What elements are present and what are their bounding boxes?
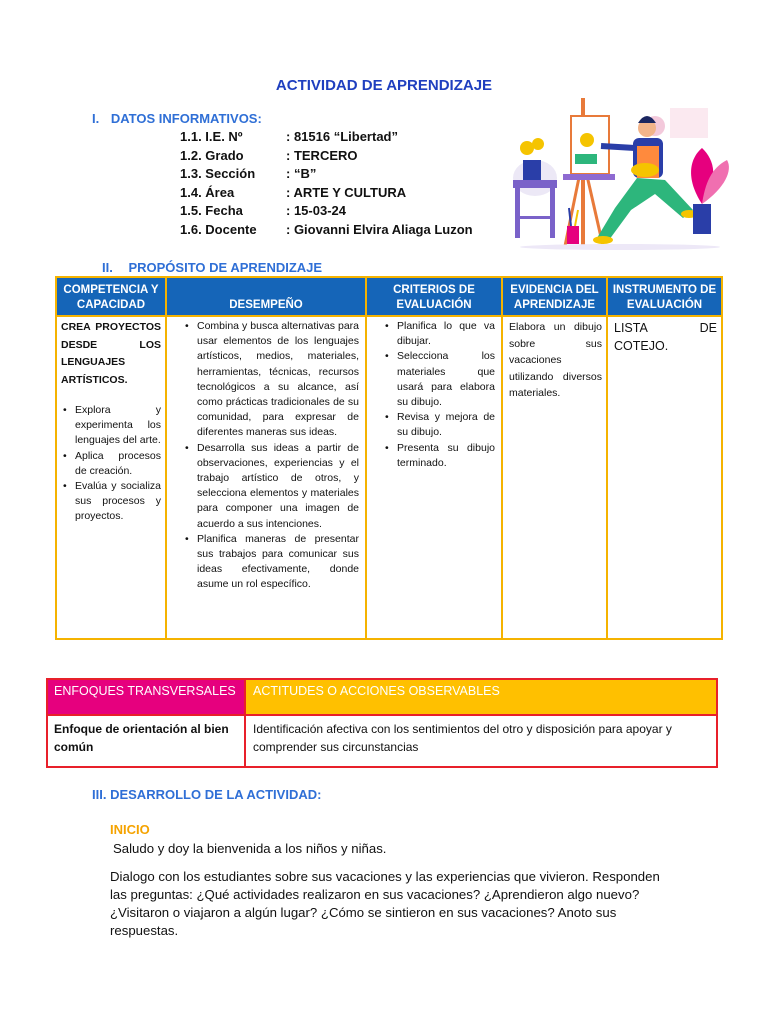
list-item: • Evalúa y socializa sus procesos y proyectos. [75,479,161,525]
list-item: • Presenta su dibujo terminado. [397,441,495,471]
datos-row [180,184,473,203]
section-number: I. [92,111,100,126]
table-header: DESEMPEÑO [167,278,367,315]
list-item: • Planifica maneras de presentar sus trabajos para comunicar sus ideas efectivamente, donde asume un rol específico. [197,532,359,593]
person-trousers [597,178,693,240]
competencia-cell [57,315,167,638]
datos-row [180,221,473,240]
easel-ledge [563,174,615,180]
datos-value: : 15-03-24 [286,203,346,218]
vase [523,160,541,180]
list-item: • Revisa y mejora de su dibujo. [397,410,495,440]
list-item: • Selecciona los materiales que usará para elabora su dibujo. [397,349,495,410]
section-datos-heading [92,111,262,126]
datos-value: : 81516 “Libertad” [286,129,398,144]
datos-value: : “B” [286,166,317,181]
section-number: II. [102,260,113,275]
table-header: INSTRUMENTO DE EVALUACIÓN [608,278,721,315]
datos-row [180,128,473,147]
proposito-table [55,276,723,640]
datos-label: 1.2. Grado [180,147,244,163]
inicio-paragraph: Saludo y doy la bienvenida a los niños y niñas. [113,841,387,856]
datos-value: : TERCERO [286,147,358,163]
plant-pot [693,204,711,234]
datos-value: : Giovanni Elvira Aliaga Luzon [286,221,473,237]
desempeno-cell [167,315,367,638]
instrumento-text: LISTA DE COTEJO. [614,321,717,353]
stool-bar [517,216,553,219]
datos-label: 1.1. I.E. Nº [180,129,243,144]
enfoque-cell: Enfoque de orientación al bien común [48,714,246,766]
artist-painting-illustration [505,98,735,250]
list-item: • Aplica procesos de creación. [75,449,161,479]
datos-label: 1.5. Fecha [180,203,243,218]
actitud-cell: Identificación afectiva con los sentimientos del otro y disposición para apoyar y comprender sus circunstancias [246,714,716,766]
person-arm [601,146,635,148]
datos-row [180,147,473,166]
table-header: ACTITUDES O ACCIONES OBSERVABLES [246,680,716,714]
stool-leg [550,188,555,238]
brush-jar [567,226,579,244]
datos-value: : ARTE Y CULTURA [286,184,407,200]
criterios-list [385,319,495,471]
inicio-paragraph: Dialogo con los estudiantes sobre sus vacaciones y las experiencias que vivieron. Responden las preguntas: ¿Qué actividades realizaron en sus vacaciones? ¿Aprendieron algo nuevo? ¿Visitaron o viajaron a algún lugar? ¿Cómo se sintieron en sus vacaciones? Anoto sus respuestas. [110,869,660,938]
canvas-leaves [575,154,597,164]
section-number: III. [92,787,107,802]
list-item: • Explora y experimenta los lenguajes del arte. [75,403,161,449]
inicio-heading: INICIO [110,822,150,837]
stool-leg [515,188,520,238]
flower [532,138,544,150]
capacidades-list [61,403,161,525]
datos-label: 1.6. Docente [180,221,257,237]
background-square [670,108,708,138]
datos-label: 1.3. Sección [180,166,256,181]
palette [631,163,659,177]
list-item: • Planifica lo que va dibujar. [397,319,495,349]
section-label: DATOS INFORMATIVOS: [110,111,262,126]
person-shoe [593,236,613,244]
competencia-text: CREA PROYECTOS DESDE LOS LENGUAJES ARTÍSTICOS. [61,321,161,386]
section-label: DESARROLLO DE LA ACTIVIDAD: [110,787,322,802]
brush [575,210,578,226]
criterios-cell [367,315,503,638]
canvas-flower [580,133,594,147]
document-title: ACTIVIDAD DE APRENDIZAJE [275,77,493,94]
floor-shadow [520,244,720,250]
flower [520,141,534,155]
datos-row [180,202,473,221]
evidencia-cell [503,315,608,638]
list-item: • Combina y busca alternativas para usar elementos de los lenguajes artísticos, medios, materiales, herramientas, técnicas, recursos tecnológicos a su alcance, así como prácticas tradicionales de su comunidad, para expresar de diferentes maneras sus ideas. [197,319,359,441]
datos-label: 1.4. Área [180,184,235,200]
desempeno-list [185,319,359,593]
enfoques-table [46,678,718,768]
datos-row [180,165,473,184]
table-header: EVIDENCIA DEL APRENDIZAJE [503,278,608,315]
section-label: PROPÓSITO DE APRENDIZAJE [128,260,323,275]
section-proposito-heading [102,260,322,275]
section-desarrollo-heading [92,787,321,802]
evidencia-text: Elabora un dibujo sobre sus vacaciones utilizando diversos materiales. [509,321,602,399]
datos-list [180,128,473,239]
table-header: CRITERIOS DE EVALUACIÓN [367,278,503,315]
table-header: COMPETENCIA Y CAPACIDAD [57,278,167,315]
stool-seat [513,180,557,188]
table-header: ENFOQUES TRANSVERSALES [48,680,246,714]
list-item: • Desarrolla sus ideas a partir de observaciones, experiencias y el trabajo artístico de otros, y selecciona elementos y materiales para componer una imagen de acuerdo a sus intenciones. [197,441,359,532]
instrumento-cell [608,315,721,638]
